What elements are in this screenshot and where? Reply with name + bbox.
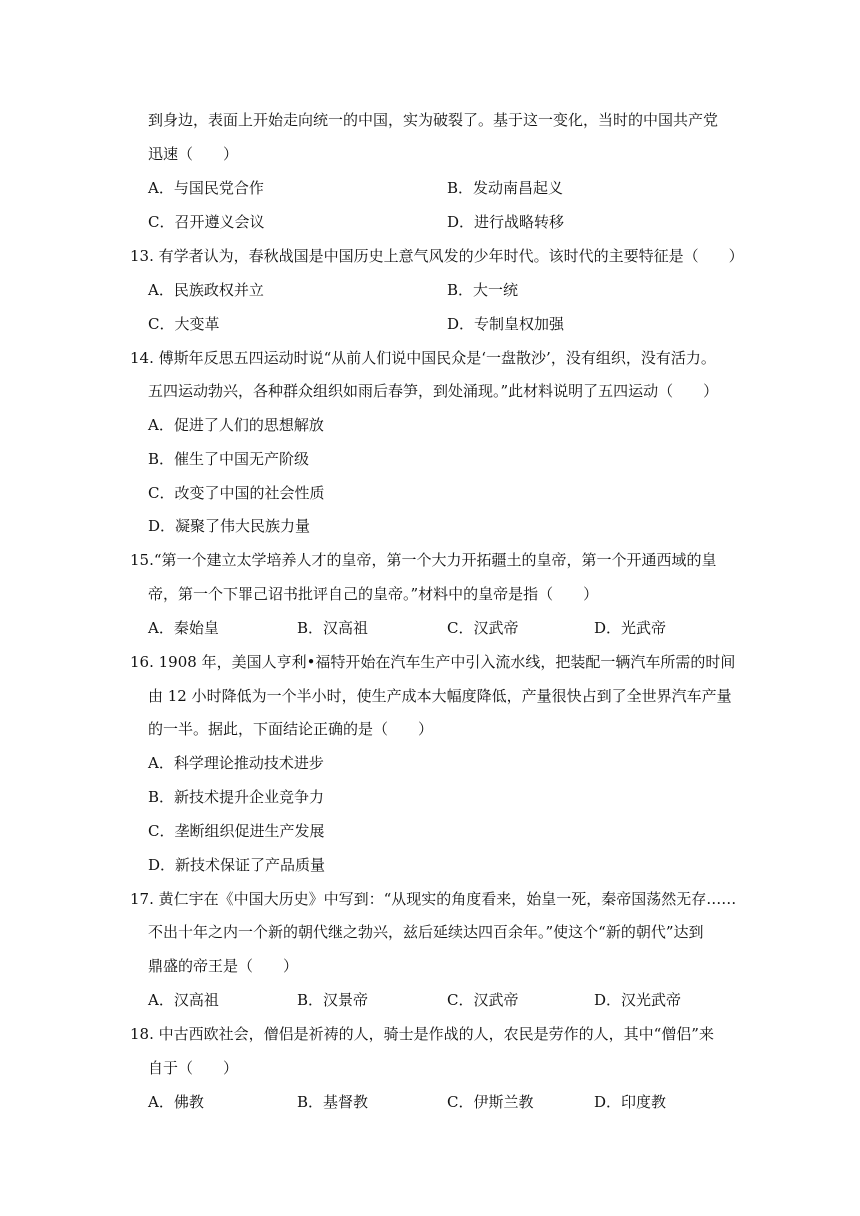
q17-stem-line1: 17. 黄仁宇在《中国大历史》中写到：“从现实的角度看来，始皇一死，秦帝国荡然无存…… — [130, 890, 737, 908]
q15-option-c[interactable]: C．汉武帝 — [447, 619, 519, 637]
q14-option-d[interactable]: D．凝聚了伟大民族力量 — [148, 517, 311, 535]
q17-option-b[interactable]: B．汉景帝 — [297, 991, 369, 1009]
q16-option-d[interactable]: D．新技术保证了产品质量 — [148, 856, 326, 874]
q15-stem-line2: 帝，第一个下罪己诏书批评自己的皇帝。”材料中的皇帝是指（ ） — [148, 585, 599, 603]
q13-option-a[interactable]: A．民族政权并立 — [148, 281, 264, 299]
q14-option-a[interactable]: A．促进了人们的思想解放 — [148, 416, 324, 434]
q13-option-d[interactable]: D．专制皇权加强 — [447, 315, 565, 333]
q17-option-c[interactable]: C．汉武帝 — [447, 991, 519, 1009]
q12-option-a[interactable]: A．与国民党合作 — [148, 179, 264, 197]
q17-stem-line2: 不出十年之内一个新的朝代继之勃兴，兹后延续达四百余年。”使这个“新的朝代”达到 — [148, 923, 704, 941]
q14-stem-line1: 14. 傅斯年反思五四运动时说“从前人们说中国民众是‘一盘散沙’，没有组织，没有活力。 — [130, 349, 716, 367]
q16-stem-line1: 16. 1908 年，美国人亨利•福特开始在汽车生产中引入流水线，把装配一辆汽车所需的时间 — [130, 653, 736, 671]
q14-stem-line2: 五四运动勃兴，各种群众组织如雨后春笋，到处涌现。”此材料说明了五四运动（ ） — [148, 382, 719, 400]
q16-stem-line3: 的一半。据此，下面结论正确的是（ ） — [148, 720, 434, 738]
q18-option-b[interactable]: B．基督教 — [297, 1093, 369, 1111]
q15-option-b[interactable]: B．汉高祖 — [297, 619, 369, 637]
q13-stem-line1: 13. 有学者认为，春秋战国是中国历史上意气风发的少年时代。该时代的主要特征是（ ） — [130, 247, 744, 265]
q12-option-d[interactable]: D．进行战略转移 — [447, 213, 565, 231]
q18-stem-line1: 18. 中古西欧社会，僧侣是祈祷的人，骑士是作战的人，农民是劳作的人，其中“僧侣”来 — [130, 1025, 714, 1043]
q16-option-c[interactable]: C．垄断组织促进生产发展 — [148, 822, 325, 840]
q15-option-a[interactable]: A．秦始皇 — [148, 619, 219, 637]
q15-option-d[interactable]: D．光武帝 — [594, 619, 667, 637]
q16-option-b[interactable]: B．新技术提升企业竞争力 — [148, 788, 325, 806]
q18-stem-line2: 自于（ ） — [148, 1059, 239, 1077]
q12-option-c[interactable]: C．召开遵义会议 — [148, 213, 265, 231]
q17-option-a[interactable]: A．汉高祖 — [148, 991, 219, 1009]
q16-stem-line2: 由 12 小时降低为一个半小时，使生产成本大幅度降低，产量很快占到了全世界汽车产量 — [148, 687, 732, 705]
q14-option-b[interactable]: B．催生了中国无产阶级 — [148, 450, 310, 468]
q12-option-b[interactable]: B．发动南昌起义 — [447, 179, 564, 197]
q13-option-b[interactable]: B．大一统 — [447, 281, 519, 299]
q14-option-c[interactable]: C．改变了中国的社会性质 — [148, 484, 325, 502]
q13-option-c[interactable]: C．大变革 — [148, 315, 220, 333]
q17-stem-line3: 鼎盛的帝王是（ ） — [148, 957, 299, 975]
q16-option-a[interactable]: A．科学理论推动技术进步 — [148, 754, 324, 772]
q15-stem-line1: 15.“第一个建立太学培养人才的皇帝，第一个大力开拓疆土的皇帝，第一个开通西域的皇 — [130, 551, 717, 569]
q12-stem-line1: 到身边，表面上开始走向统一的中国，实为破裂了。基于这一变化，当时的中国共产党 — [148, 111, 719, 129]
q18-option-a[interactable]: A．佛教 — [148, 1093, 204, 1111]
q18-option-d[interactable]: D．印度教 — [594, 1093, 667, 1111]
q18-option-c[interactable]: C．伊斯兰教 — [447, 1093, 534, 1111]
q17-option-d[interactable]: D．汉光武帝 — [594, 991, 682, 1009]
q12-stem-line2: 迅速（ ） — [148, 145, 239, 163]
